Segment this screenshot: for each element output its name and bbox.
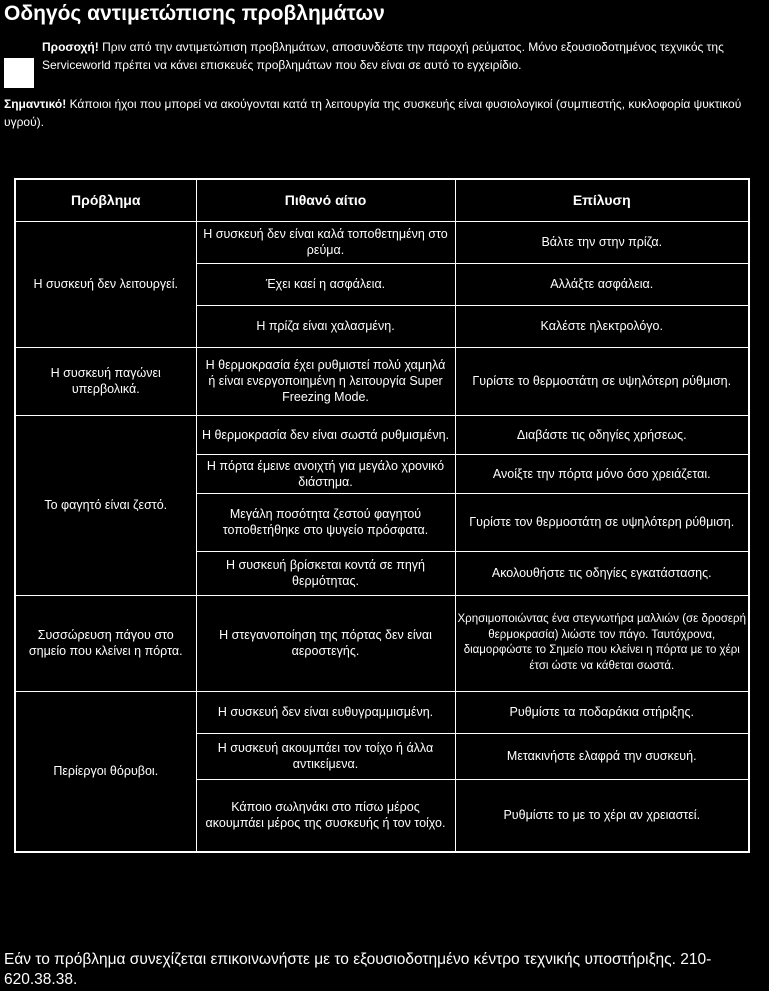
solution-cell: Ανοίξτε την πόρτα μόνο όσο χρειάζεται. xyxy=(455,454,749,493)
cause-cell: Έχει καεί η ασφάλεια. xyxy=(196,263,455,305)
cause-cell: Μεγάλη ποσότητα ζεστού φαγητού τοποθετήθηκε στο ψυγείο πρόσφατα. xyxy=(196,493,455,551)
solution-cell: Βάλτε την στην πρίζα. xyxy=(455,221,749,263)
cause-cell: Η συσκευή βρίσκεται κοντά σε πηγή θερμότητας. xyxy=(196,551,455,595)
important-label: Σημαντικό! xyxy=(4,97,67,111)
problem-cell: Το φαγητό είναι ζεστό. xyxy=(15,415,196,595)
warning-notice xyxy=(42,39,762,74)
header-cause: Πιθανό αίτιο xyxy=(196,179,455,221)
troubleshooting-table xyxy=(14,178,750,853)
problem-cell: Συσσώρευση πάγου στο σημείο που κλείνει η πόρτα. xyxy=(15,595,196,691)
solution-cell: Ρυθμίστε το με το χέρι αν χρειαστεί. xyxy=(455,779,749,852)
cause-cell: Κάποιο σωληνάκι στο πίσω μέρος ακουμπάει μέρος της συσκευής ή τον τοίχο. xyxy=(196,779,455,852)
solution-cell: Αλλάξτε ασφάλεια. xyxy=(455,263,749,305)
solution-cell: Γυρίστε τον θερμοστάτη σε υψηλότερη ρύθμιση. xyxy=(455,493,749,551)
cause-cell: Η στεγανοποίηση της πόρτας δεν είναι αεροστεγής. xyxy=(196,595,455,691)
cause-cell: Η θερμοκρασία δεν είναι σωστά ρυθμισμένη. xyxy=(196,415,455,454)
table-row xyxy=(15,595,749,691)
cause-cell: Η συσκευή δεν είναι καλά τοποθετημένη στο ρεύμα. xyxy=(196,221,455,263)
solution-cell: Ρυθμίστε τα ποδαράκια στήριξης. xyxy=(455,691,749,733)
warning-text: Πριν από την αντιμετώπιση προβλημάτων, αποσυνδέστε την παροχή ρεύματος. Μόνο εξουσιοδοτημένος τεχνικός της Serviceworld πρέπει να κάνει επισκευές προβλημάτων που δεν είναι σε αυτό το εγχειρίδιο. xyxy=(42,40,724,72)
cause-cell: Η συσκευή ακουμπάει τον τοίχο ή άλλα αντικείμενα. xyxy=(196,733,455,779)
solution-cell: Γυρίστε το θερμοστάτη σε υψηλότερη ρύθμιση. xyxy=(455,347,749,415)
cause-cell: Η πρίζα είναι χαλασμένη. xyxy=(196,305,455,347)
support-footer: Εάν το πρόβλημα συνεχίζεται επικοινωνήστε με το εξουσιοδοτημένο κέντρο τεχνικής υποστήριξης. 210-620.38.38. xyxy=(4,951,712,988)
page-title: Οδηγός αντιμετώπισης προβλημάτων xyxy=(4,2,385,25)
solution-cell: Μετακινήστε ελαφρά την συσκευή. xyxy=(455,733,749,779)
problem-cell: Η συσκευή δεν λειτουργεί. xyxy=(15,221,196,347)
table-header-row xyxy=(15,179,749,221)
table-row xyxy=(15,347,749,415)
cause-cell: Η συσκευή δεν είναι ευθυγραμμισμένη. xyxy=(196,691,455,733)
solution-cell: Διαβάστε τις οδηγίες χρήσεως. xyxy=(455,415,749,454)
problem-cell: Περίεργοι θόρυβοι. xyxy=(15,691,196,852)
table-row xyxy=(15,691,749,733)
solution-cell: Χρησιμοποιώντας ένα στεγνωτήρα μαλλιών (σε δροσερή θερμοκρασία) λιώστε τον πάγο. Ταυτόχρονα, διαμορφώστε το Σημείο που κλείνει η πόρτα με το χέρι έτσι ώστε να κάθεται σωστά. xyxy=(455,595,749,691)
warning-icon xyxy=(4,58,34,88)
warning-label: Προσοχή! xyxy=(42,40,99,54)
header-solution: Επίλυση xyxy=(455,179,749,221)
important-text: Κάποιοι ήχοι που μπορεί να ακούγονται κατά τη λειτουργία της συσκευής είναι φυσιολογικοί (συμπιεστής, κυκλοφορία ψυκτικού υγρού). xyxy=(4,97,742,129)
cause-cell: Η πόρτα έμεινε ανοιχτή για μεγάλο χρονικό διάστημα. xyxy=(196,454,455,493)
solution-cell: Ακολουθήστε τις οδηγίες εγκατάστασης. xyxy=(455,551,749,595)
table-row xyxy=(15,221,749,263)
cause-cell: Η θερμοκρασία έχει ρυθμιστεί πολύ χαμηλά ή είναι ενεργοποιημένη η λειτουργία Super Freezing Mode. xyxy=(196,347,455,415)
table-row xyxy=(15,415,749,454)
solution-cell: Καλέστε ηλεκτρολόγο. xyxy=(455,305,749,347)
header-problem: Πρόβλημα xyxy=(15,179,196,221)
important-notice xyxy=(4,96,764,131)
problem-cell: Η συσκευή παγώνει υπερβολικά. xyxy=(15,347,196,415)
